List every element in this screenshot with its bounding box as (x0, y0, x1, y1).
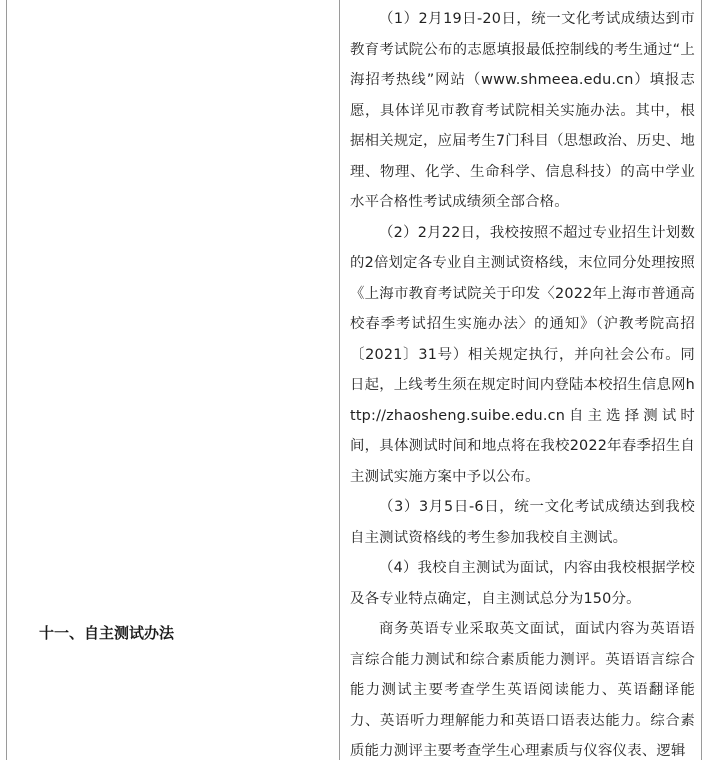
section-title: 十一、自主测试办法 (39, 624, 175, 642)
section-label-cell (7, 0, 340, 760)
section-content-cell (340, 0, 701, 760)
paragraph-2: （2）2月22日，我校按照不超过专业招生计划数的2倍划定各专业自主测试资格线，末位同分处理按照《上海市教育考试院关于印发〈2022年上海市普通高校春季考试招生实施办法〉的通知》（沪教考院高招〔2021〕31号）相关规定执行，并向社会公布。同日起，上线考生须在规定时间内登陆本校招生信息网http://zhaosheng.suibe.edu.cn自主选择测试时间，具体测试时间和地点将在我校2022年春季招生自主测试实施方案中予以公布。 (350, 224, 695, 485)
paragraph-4: （4）我校自主测试为面试，内容由我校根据学校及各专业特点确定，自主测试总分为150分。 (350, 560, 695, 607)
paragraph-1: （1）2月19日-20日，统一文化考试成绩达到市教育考试院公布的志愿填报最低控制线的考生通过“上海招考热线”网站（www.shmeea.edu.cn）填报志愿，具体详见市教育考试院相关实施办法。其中，根据相关规定，应届考生7门科目（思想政治、历史、地理、物理、化学、生命科学、信息科技）的高中学业水平合格性考试成绩须全部合格。 (350, 11, 695, 210)
paragraph-3: （3）3月5日-6日，统一文化考试成绩达到我校自主测试资格线的考生参加我校自主测试。 (350, 499, 695, 546)
admission-table (6, 0, 702, 760)
paragraph-5: 商务英语专业采取英文面试，面试内容为英语语言综合能力测试和综合素质能力测评。英语语言综合能力测试主要考查学生英语阅读能力、英语翻译能力、英语听力理解能力和英语口语表达能力。综合素质能力测评主要考查学生心理素质与仪容仪表、逻辑 (350, 621, 695, 759)
